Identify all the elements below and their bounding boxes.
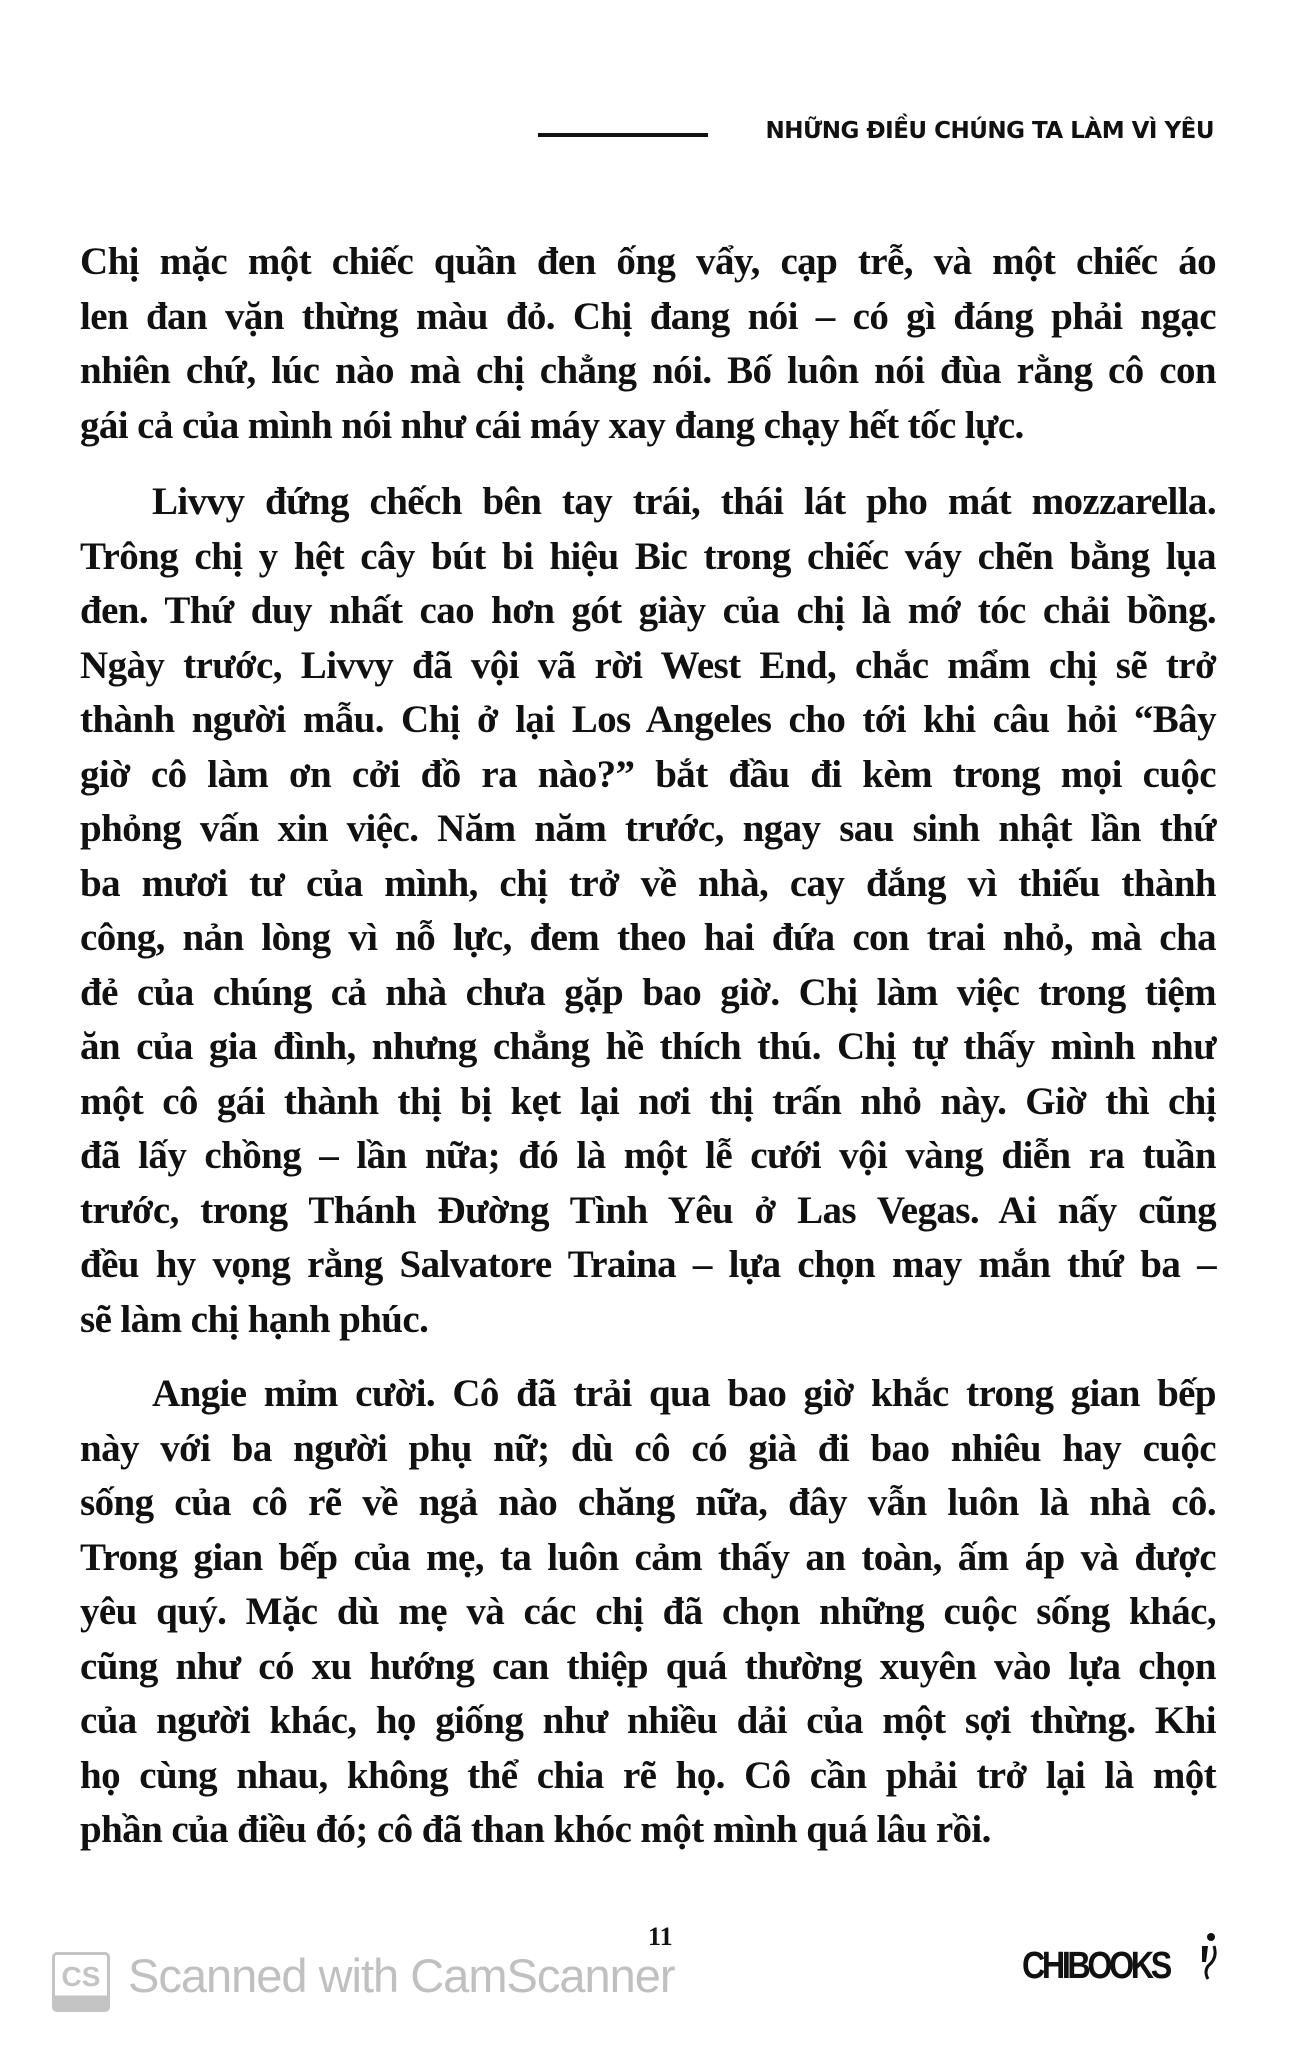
page-number: 11	[648, 1922, 673, 1951]
text-line: thành người mẫu. Chị ở lại Los Angeles cho tới khi câu hỏi “Bây	[80, 698, 1216, 741]
paragraph-2	[80, 475, 1216, 1347]
text-line: Trong gian bếp của mẹ, ta luôn cảm thấy an toàn, ấm áp và được	[80, 1535, 1216, 1579]
publisher-logo: CHIBOOKS	[1022, 1945, 1169, 1987]
camscanner-watermark: Scanned with CamScanner	[128, 1949, 675, 2002]
text-line: ba mươi tư của mình, chị trở về nhà, cay đắng vì thiếu thành	[80, 861, 1216, 905]
publisher-mark-icon	[1198, 1932, 1218, 1980]
text-line: sẽ làm chị hạnh phúc.	[80, 1297, 429, 1341]
text-line: Trông chị y hệt cây bút bi hiệu Bic trong chiếc váy chẽn bằng lụa	[80, 534, 1216, 578]
text-line: len đan vặn thừng màu đỏ. Chị đang nói – có gì đáng phải ngạc	[80, 294, 1216, 338]
text-line: đen. Thứ duy nhất cao hơn gót giày của chị là mớ tóc chải bồng.	[80, 589, 1216, 632]
text-line: một cô gái thành thị bị kẹt lại nơi thị trấn nhỏ này. Giờ thì chị	[80, 1079, 1216, 1123]
paragraph-3	[80, 1367, 1216, 1858]
text-line: đẻ của chúng cả nhà chưa gặp bao giờ. Chị làm việc trong tiệm	[80, 970, 1216, 1014]
text-line: công, nản lòng vì nỗ lực, đem theo hai đứa con trai nhỏ, mà cha	[80, 916, 1216, 959]
text-line: sống của cô rẽ về ngả nào chăng nữa, đây vẫn luôn là nhà cô.	[80, 1481, 1216, 1524]
text-line: giờ cô làm ơn cởi đồ ra nào?” bắt đầu đi kèm trong mọi cuộc	[80, 752, 1216, 796]
running-title: NHỮNG ĐIỀU CHÚNG TA LÀM VÌ YÊU	[765, 118, 1214, 144]
paragraph-1	[80, 235, 1216, 453]
text-line: đều hy vọng rằng Salvatore Traina – lựa chọn may mắn thứ ba –	[80, 1243, 1216, 1286]
text-line: Ngày trước, Livvy đã vội vã rời West End, chắc mẩm chị sẽ trở	[80, 643, 1216, 687]
text-line: của người khác, họ giống như nhiều dải của một sợi thừng. Khi	[80, 1699, 1216, 1742]
text-line: trước, trong Thánh Đường Tình Yêu ở Las Vegas. Ai nấy cũng	[80, 1188, 1216, 1232]
text-line: ăn của gia đình, nhưng chẳng hề thích thú. Chị tự thấy mình như	[80, 1025, 1216, 1068]
text-line: phần của điều đó; cô đã than khóc một mình quá lâu rồi.	[80, 1808, 991, 1851]
text-line: cũng như có xu hướng can thiệp quá thường xuyên vào lựa chọn	[80, 1644, 1216, 1688]
text-line: yêu quý. Mặc dù mẹ và các chị đã chọn những cuộc sống khác,	[80, 1590, 1216, 1633]
text-line: Livvy đứng chếch bên tay trái, thái lát pho mát mozzarella.	[152, 480, 1216, 523]
text-line: Chị mặc một chiếc quần đen ống vẩy, cạp trễ, và một chiếc áo	[80, 240, 1216, 283]
text-line: gái cả của mình nói như cái máy xay đang chạy hết tốc lực.	[80, 403, 1024, 447]
text-line: phỏng vấn xin việc. Năm năm trước, ngay sau sinh nhật lần thứ	[80, 807, 1216, 850]
text-line: đã lấy chồng – lần nữa; đó là một lễ cưới vội vàng diễn ra tuần	[80, 1134, 1216, 1177]
text-line: nhiên chứ, lúc nào mà chị chẳng nói. Bố luôn nói đùa rằng cô con	[80, 349, 1216, 392]
header-rule	[538, 133, 708, 137]
text-line: họ cùng nhau, không thể chia rẽ họ. Cô cần phải trở lại là một	[80, 1753, 1216, 1797]
text-line: Angie mỉm cười. Cô đã trải qua bao giờ khắc trong gian bếp	[152, 1372, 1216, 1415]
camscanner-logo: CS	[52, 1952, 110, 2012]
text-line: này với ba người phụ nữ; dù cô có già đi bao nhiêu hay cuộc	[80, 1426, 1216, 1470]
